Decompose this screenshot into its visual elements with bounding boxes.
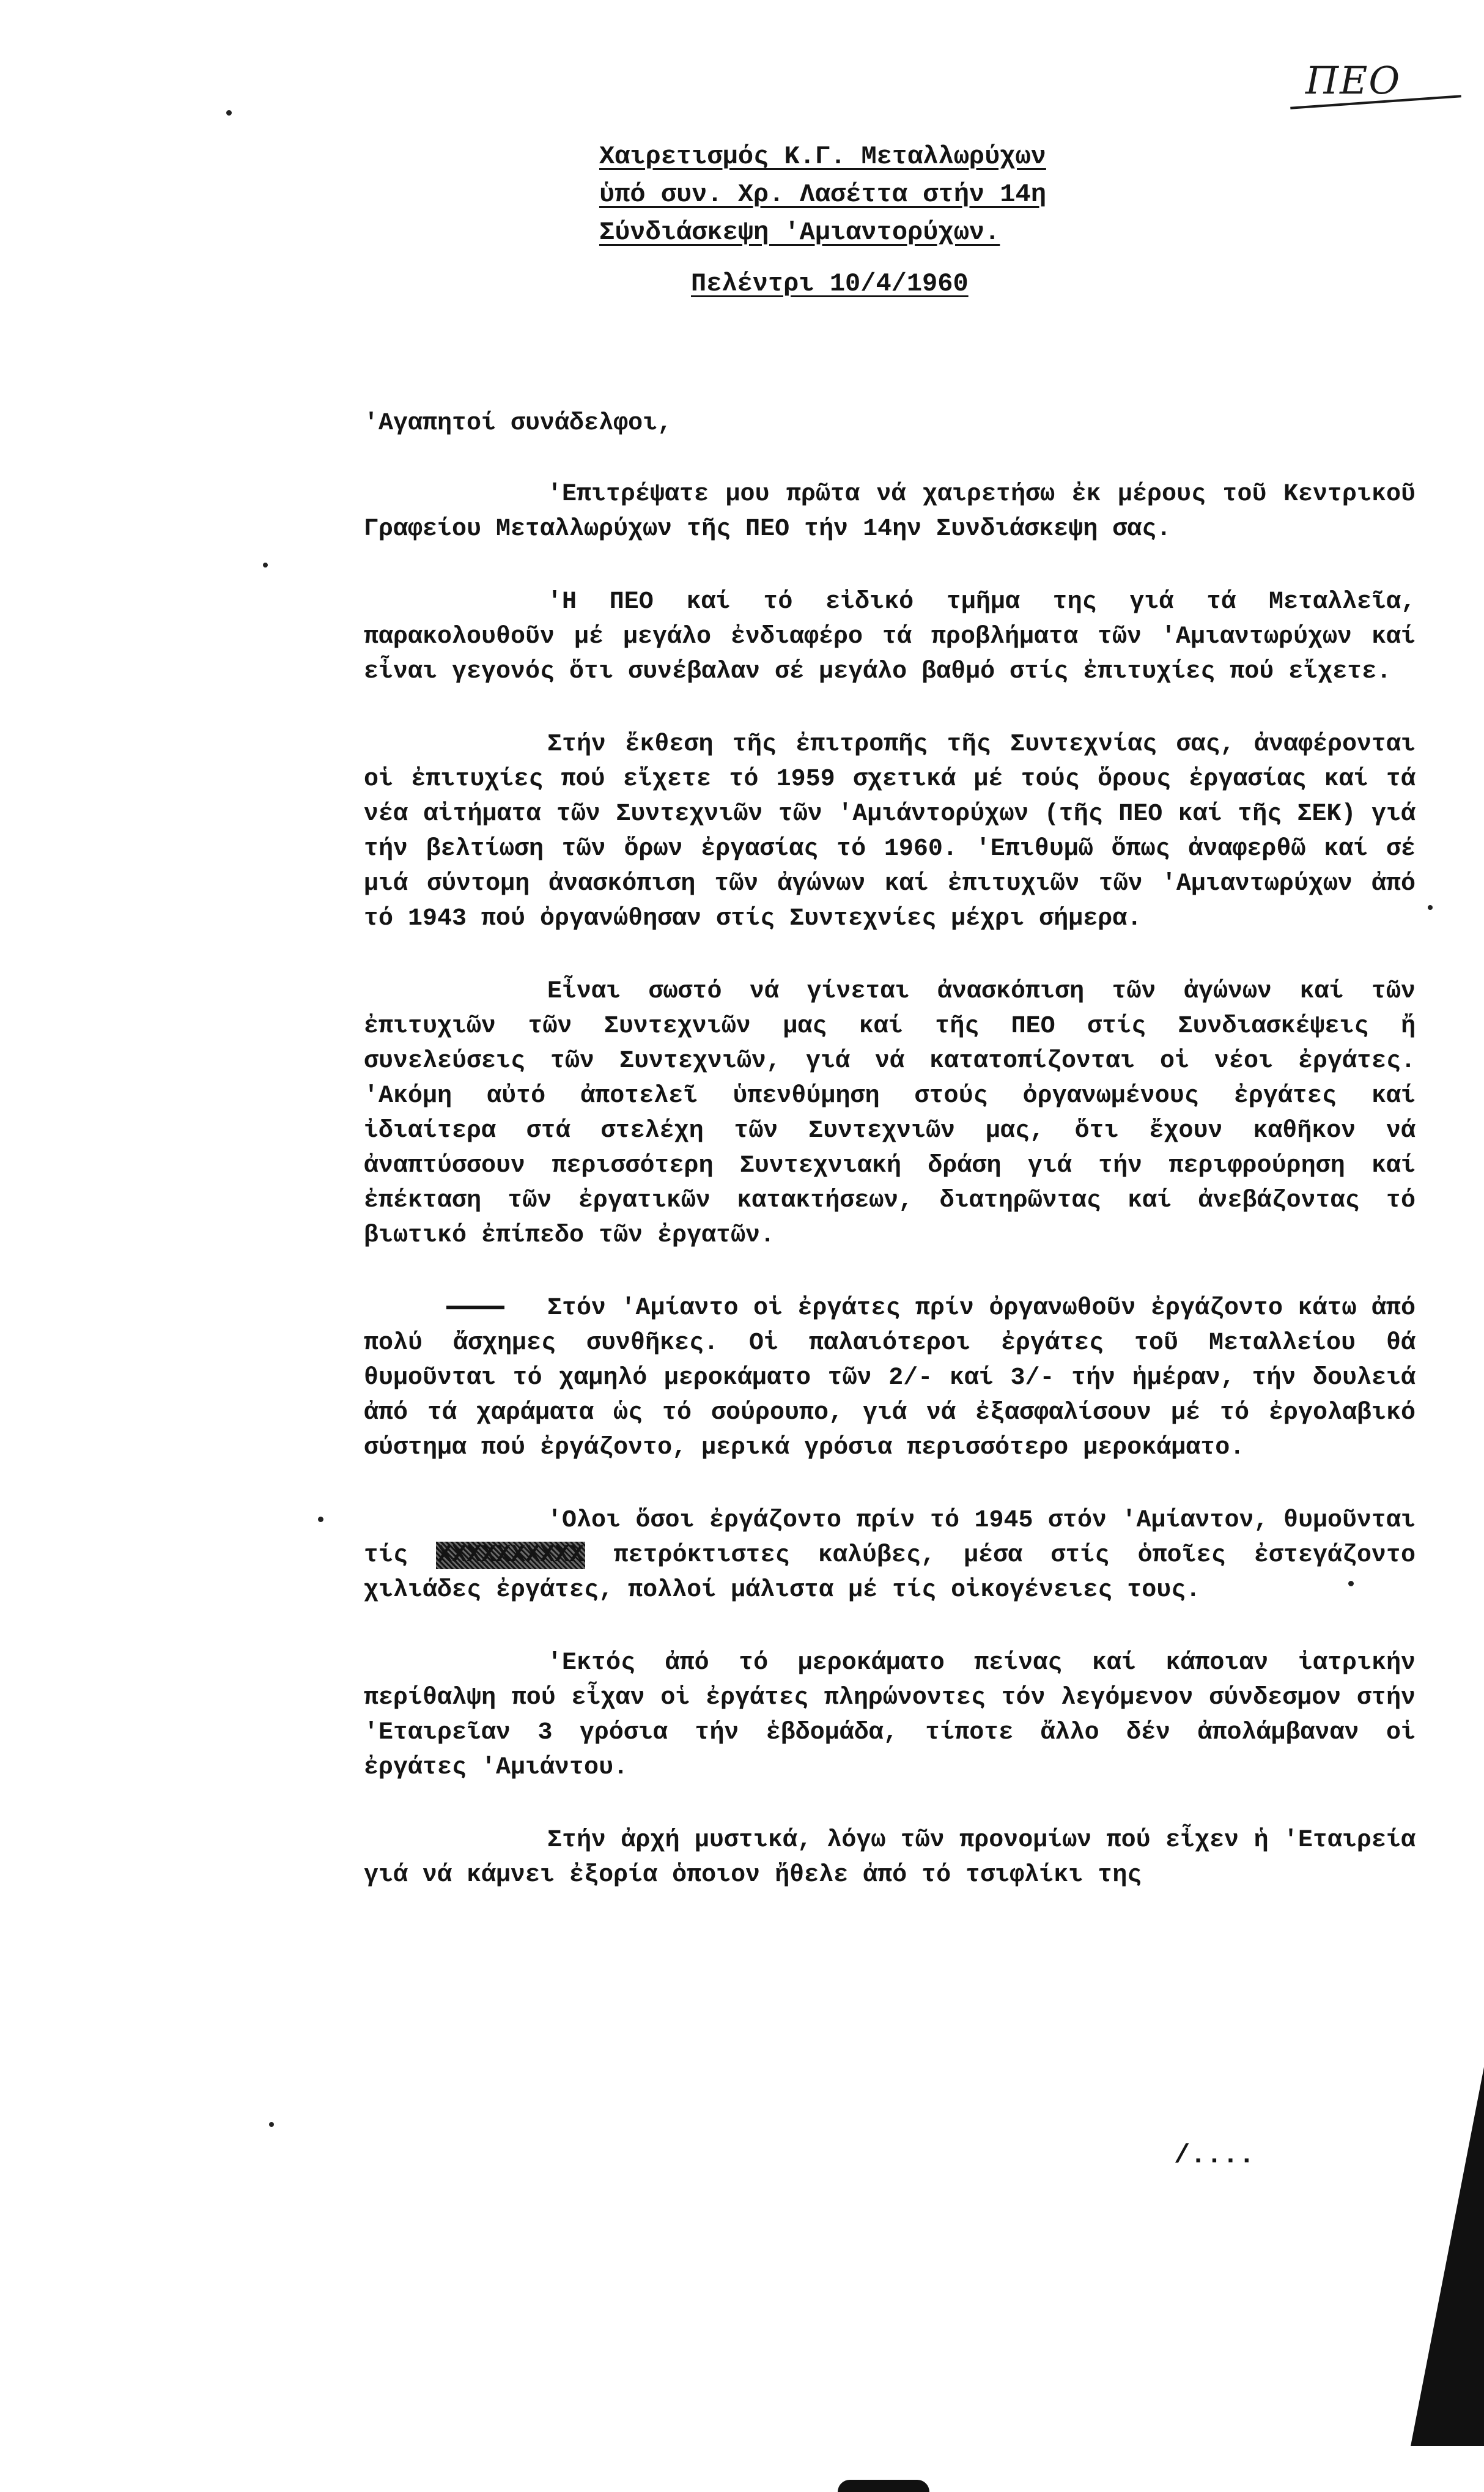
scan-bottom-smudge	[838, 2480, 929, 2492]
scan-speck	[269, 2122, 274, 2127]
paragraph-7: 'Εκτός ἀπό τό μεροκάματο πείνας καί κάποιαν ἰατρικήν περίθαλψη πού εἶχαν οἱ ἐργάτες πληρώνοντες τόν λεγόμενον σύνδεσμον στήν 'Εταιρεῖαν 3 γρόσια τήν ἑβδομάδα, τίποτε ἄλλο δέν ἀπολάμβαναν οἱ ἐργάτες 'Αμιάντου.	[364, 1649, 1416, 1781]
paragraph-3: Στήν ἔκθεση τῆς ἐπιτροπῆς τῆς Συντεχνίας σας, ἀναφέρονται οἱ ἐπιτυχίες πού εἴχετε τό 1959 σχετικά μέ τούς ὅρους ἐργασίας καί τά νέα αἰτήματα τῶν Συντεχνιῶν τῶν 'Αμιάντορύχων (τῆς ΠΕΟ καί τῆς ΣΕΚ) γιά τήν βελτίωση τῶν ὅρων ἐργασίας τό 1960. 'Επιθυμῶ ὅπως ἀναφερθῶ καί σέ μιά σύντομη ἀνασκόπιση τῶν ἀγώνων καί ἐπιτυχιῶν τῶν 'Αμιαντωρύχων ἀπό τό 1943 πού ὀργανώθησαν στίς Συντεχνίες μέχρι σήμερα.	[364, 731, 1416, 933]
paragraph-6	[364, 1503, 1416, 1608]
place-and-date: Πελέντρι 10/4/1960	[691, 269, 969, 298]
paragraph-2: 'Η ΠΕΟ καί τό εἰδικό τμῆμα της γιά τά Μεταλλεῖα, παρακολουθοῦν μέ μεγάλο ἐνδιαφέρο τά προβλήματα τῶν 'Αμιαντωρύχων καί εἶναι γεγονός ὅτι συνέβαλαν σέ μεγάλο βαθμό στίς ἐπιτυχίες πού εἴχετε.	[364, 588, 1416, 686]
paragraph-6-start: 'Ολοι ὅσοι ἐργάζοντο πρίν τό 1945 στόν 'Αμίαντον, θυμοῦνται τίς	[364, 1507, 1416, 1569]
scan-speck	[318, 1517, 323, 1522]
salutation: 'Αγαπητοί συνάδελφοι,	[364, 410, 673, 437]
scan-speck	[1428, 905, 1433, 910]
letter-body	[364, 477, 1416, 1931]
document-title	[599, 138, 1101, 251]
organization-stamp: ΠΕΟ	[1305, 58, 1401, 103]
paragraph-1: 'Επιτρέψατε μου πρῶτα νά χαιρετήσω ἐκ μέρους τοῦ Κεντρικοῦ Γραφείου Μεταλλωρύχων τῆς ΠΕΟ τήν 14ην Συνδιάσκεψη σας.	[364, 481, 1416, 543]
paragraph-5	[364, 1291, 1416, 1465]
title-line-3: Σύνδιάσκεψη 'Αμιαντορύχων.	[599, 218, 1000, 247]
paragraph-6-end: πετρόκτιστες καλύβες, μέσα στίς ὁποῖες ἐστεγάζοντο χιλιάδες ἐργάτες, πολλοί μάλιστα μέ τίς οἰκογένειες τους.	[364, 1542, 1416, 1604]
title-line-2: ὑπό συν. Χρ. Λασέττα στήν 14η	[599, 180, 1046, 209]
title-line-1: Χαιρετισμός Κ.Γ. Μεταλλωρύχων	[599, 142, 1046, 171]
paragraph-4: Εἶναι σωστό νά γίνεται ἀνασκόπιση τῶν ἀγώνων καί τῶν ἐπιτυχιῶν τῶν Συντεχνιῶν μας καί τῆς ΠΕΟ στίς Συνδιασκέψεις ἤ συνελεύσεις τῶν Συντεχνιῶν, γιά νά κατατοπίζονται οἱ νέοι ἐργάτες. 'Ακόμη αὐτό ἀποτελεῖ ὑπενθύμηση στούς ὀργανωμένους ἐργάτες καί ἰδιαίτερα στά στελέχη τῶν Συντεχνιῶν μας, ὅτι ἔχουν καθῆκον νά ἀναπτύσσουν περισσότερη Συντεχνιακή δράση γιά τήν περιφρούρηση καί ἐπέκταση τῶν ἐργατικῶν κατακτήσεων, διατηρῶντας καί ἀνεβάζοντας τό βιωτικό ἐπίπεδο τῶν ἐργατῶν.	[364, 978, 1416, 1249]
scan-speck	[263, 563, 268, 568]
scan-edge-shadow	[1411, 2067, 1484, 2446]
margin-dash	[446, 1306, 504, 1309]
scan-speck	[226, 110, 232, 116]
scan-speck	[1348, 1581, 1354, 1586]
continuation-mark: /....	[1174, 2140, 1255, 2171]
paragraph-5-text: Στόν 'Αμίαντο οἱ ἐργάτες πρίν ὀργανωθοῦν ἐργάζοντο κάτω ἀπό πολύ ἄσχημες συνθῆκες. Οἱ παλαιότεροι ἐργάτες τοῦ Μεταλλείου θά θυμοῦνται τό χαμηλό μεροκάματο τῶν 2/- καί 3/- τήν ἡμέραν, τήν δουλειά ἀπό τά χαράματα ὡς τό σούρουπο, γιά νά ἐξασφαλίσουν μέ τό ἐργολαβικό σύστημα πού ἐργάζοντο, μερικά γρόσια περισσότερο μεροκάματο.	[364, 1295, 1416, 1462]
paragraph-8: Στήν ἀρχή μυστικά, λόγω τῶν προνομίων πού εἶχεν ἡ 'Εταιρεία γιά νά κάμνει ἐξορία ὁποιον ἤθελε ἀπό τό τσιφλίκι της	[364, 1827, 1416, 1889]
struck-out-word: XXXXXXXXXX	[437, 1542, 585, 1569]
